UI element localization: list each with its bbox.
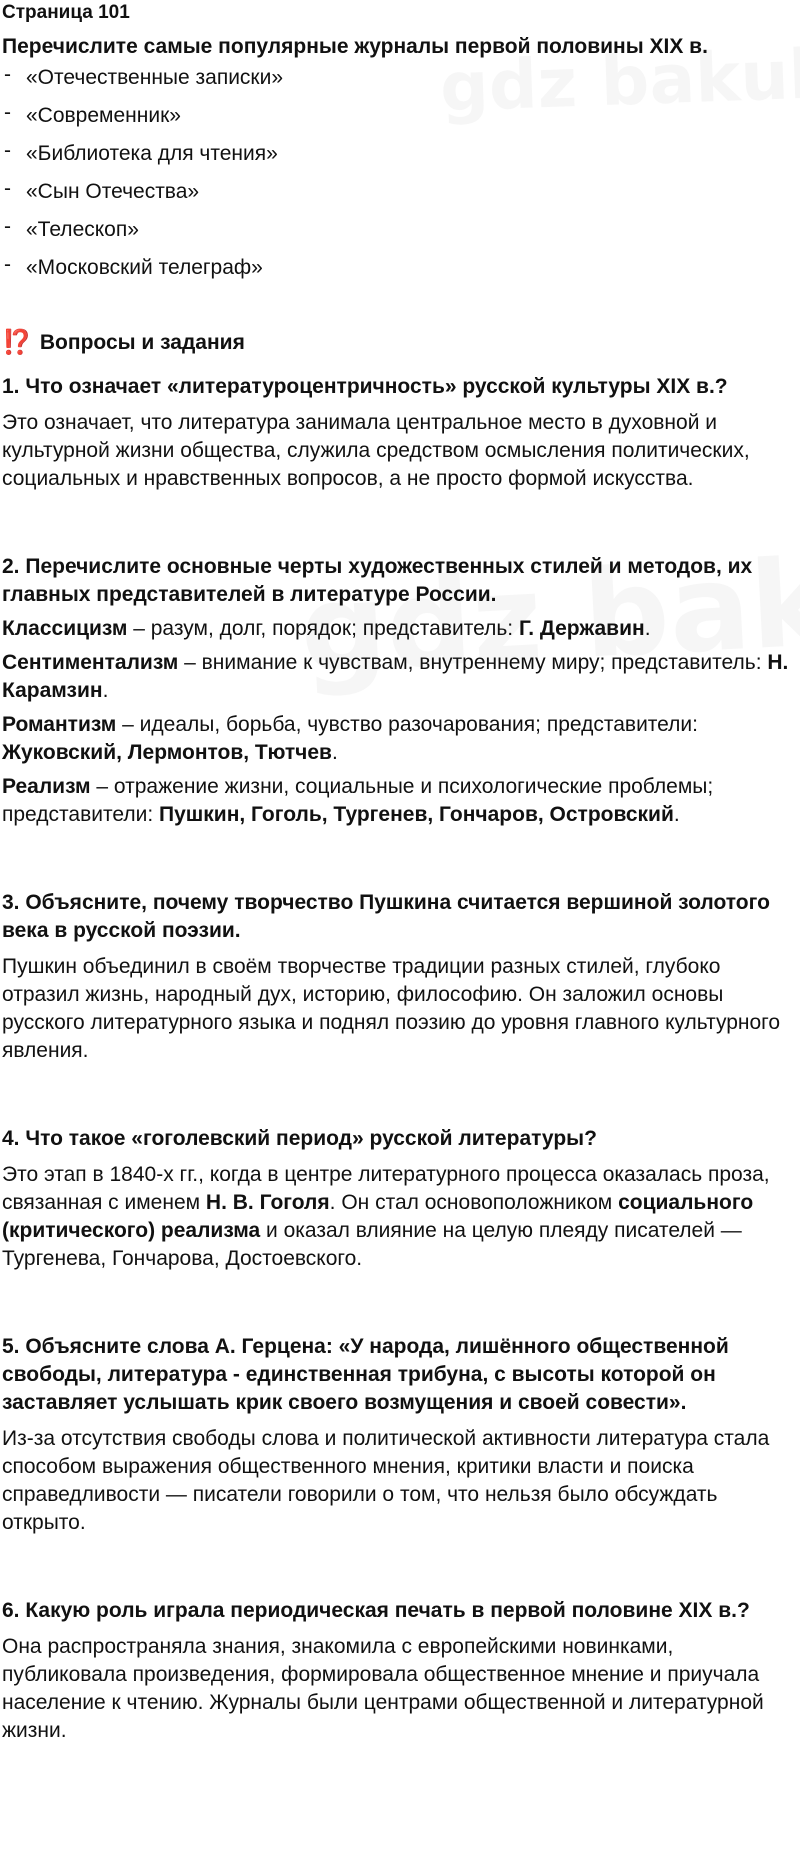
journal-name: «Современник» <box>26 104 181 127</box>
style-representatives: Г. Державин <box>518 617 645 640</box>
journal-name: «Сын Отечества» <box>26 180 200 203</box>
question-2: 2. Перечислите основные черты художественных стилей и методов, их главных представителей в литературе России. <box>2 555 753 606</box>
journal-name: «Телескоп» <box>26 218 139 241</box>
dash-marker: - <box>4 101 11 124</box>
questions-header <box>2 329 796 357</box>
answer-text: и оказал влияние на целую плеяду писателей — Тургенева, Гончарова, Достоевского. <box>2 1219 742 1270</box>
answer-4 <box>2 1161 796 1273</box>
page-number: Страница 101 <box>2 2 130 23</box>
journal-name: «Библиотека для чтения» <box>26 142 278 165</box>
answer-6: Она распространяла знания, знакомила с европейскими новинками, публиковала произведения, формировала общественное мнение и приучала население к чтению. Журналы были центрами общественной и литературной жизни. <box>2 1635 764 1742</box>
dash-marker: - <box>4 139 11 162</box>
list-item <box>2 141 796 167</box>
period: . <box>673 803 680 826</box>
list-item <box>2 103 796 129</box>
question-4: 4. Что такое «гоголевский период» русской литературы? <box>2 1127 597 1150</box>
period: . <box>102 679 109 702</box>
exclamation-question-icon: ⁉️ <box>2 329 30 356</box>
dash-marker: - <box>4 177 11 200</box>
style-term: Романтизм <box>2 713 117 736</box>
journal-list <box>2 65 796 281</box>
list-item <box>2 65 796 91</box>
journal-name: «Отечественные записки» <box>26 66 284 89</box>
style-description: – внимание к чувствам, внутреннему миру; представитель: <box>178 651 768 674</box>
period: . <box>644 617 651 640</box>
document <box>0 1 800 1745</box>
intro-question: Перечислите самые популярные журналы первой половины XIX в. <box>2 35 708 58</box>
qa-block-4 <box>2 1125 796 1273</box>
qa-block-1 <box>2 373 796 493</box>
style-representatives: Н. Карамзин <box>2 651 789 702</box>
question-1: 1. Что означает «литературоцентричность» русской культуры XIX в.? <box>2 375 728 398</box>
period: . <box>331 741 338 764</box>
qa-block-6 <box>2 1597 796 1745</box>
style-representatives: Пушкин, Гоголь, Тургенев, Гончаров, Островский <box>159 803 674 826</box>
dash-marker: - <box>4 253 11 276</box>
answer-text: Это этап в 1840-х гг., когда в центре литературного процесса оказалась проза, связанная с именем <box>2 1163 770 1214</box>
answer-3: Пушкин объединил в своём творчестве традиции разных стилей, глубоко отразил жизнь, народный дух, историю, философию. Он заложил основы русского литературного языка и поднял поэзию до уровня главного культурного явления. <box>2 955 781 1062</box>
style-description: – отражение жизни, социальные и психологические проблемы; представители: <box>2 775 714 826</box>
style-realism <box>2 773 796 829</box>
answer-highlight: Н. В. Гоголя <box>205 1191 330 1214</box>
journal-name: «Московский телеграф» <box>26 256 263 279</box>
answer-5: Из-за отсутствия свободы слова и политической активности литература стала способом выражения общественного мнения, критики власти и поиска справедливости — писатели говорили о том, что нельзя было обсуждать открыто. <box>2 1427 770 1534</box>
style-classicism <box>2 615 796 643</box>
questions-header-title: Вопросы и задания <box>39 331 245 354</box>
qa-block-3 <box>2 889 796 1065</box>
dash-marker: - <box>4 215 11 238</box>
style-representatives: Жуковский, Лермонтов, Тютчев <box>2 741 332 764</box>
question-6: 6. Какую роль играла периодическая печать в первой половине XIX в.? <box>2 1599 750 1622</box>
dash-marker: - <box>4 63 11 86</box>
style-romanticism <box>2 711 796 767</box>
answer-highlight: социального (критического) реализма <box>2 1191 754 1242</box>
question-5: 5. Объясните слова А. Герцена: «У народа, лишённого общественной свободы, литература - единственная трибуна, с высоты которой он заставляет услышать крик своего возмущения и своей совести». <box>2 1335 729 1414</box>
style-description: – идеалы, борьба, чувство разочарования; представители: <box>116 713 698 736</box>
answer-text: . Он стал основоположником <box>329 1191 619 1214</box>
qa-block-5 <box>2 1333 796 1537</box>
list-item <box>2 179 796 205</box>
style-term: Реализм <box>2 775 91 798</box>
answer-1: Это означает, что литература занимала центральное место в духовной и культурной жизни общества, служила средством осмысления политических, социальных и нравственных вопросов, а не просто формой искусства. <box>2 411 750 490</box>
list-item <box>2 255 796 281</box>
style-term: Сентиментализм <box>2 651 179 674</box>
style-description: – разум, долг, порядок; представитель: <box>127 617 519 640</box>
list-item <box>2 217 796 243</box>
style-sentimentalism <box>2 649 796 705</box>
question-3: 3. Объясните, почему творчество Пушкина считается вершиной золотого века в русской поэзии. <box>2 891 770 942</box>
qa-block-2 <box>2 553 796 829</box>
style-term: Классицизм <box>2 617 128 640</box>
